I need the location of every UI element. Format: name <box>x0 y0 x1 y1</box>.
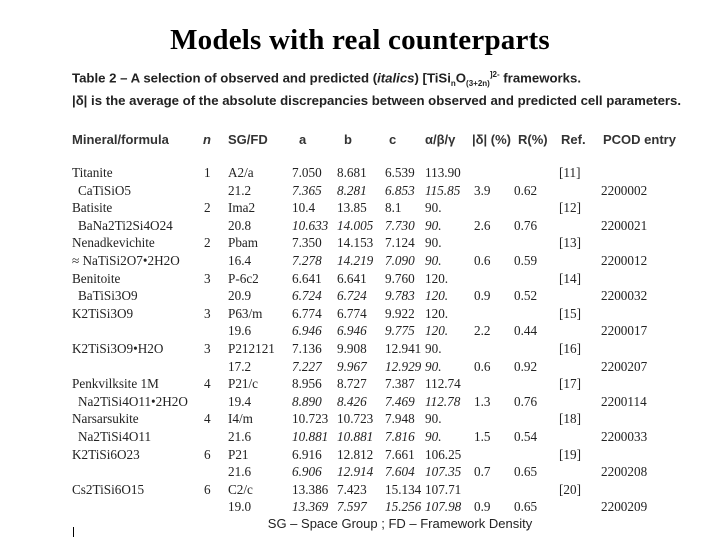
cell-delta: 2.6 <box>474 217 491 233</box>
cell-sg: 20.9 <box>228 288 252 304</box>
cell-n: 6 <box>204 446 211 462</box>
table-row <box>0 430 720 444</box>
caption-italic: italics <box>377 70 415 86</box>
cell-ref: [15] <box>559 305 581 321</box>
table-row <box>0 360 720 374</box>
cell-c: 9.775 <box>385 323 415 339</box>
caption-sup: ]2- <box>489 70 500 79</box>
header-b: b <box>344 132 352 147</box>
cell-mineral: Na2TiSi4O11 <box>78 429 152 444</box>
cell-angles: 107.35 <box>425 464 462 480</box>
header-a: a <box>299 132 307 147</box>
cell-angles: 106.25 <box>425 446 462 462</box>
cell-ref: [13] <box>559 235 581 251</box>
table-row <box>0 289 720 303</box>
cell-b: 8.281 <box>337 182 367 198</box>
cell-c: 6.539 <box>385 165 415 180</box>
caption-suffix: frameworks. <box>499 70 581 86</box>
cell-b: 9.967 <box>337 358 367 374</box>
caption-line-1 <box>72 66 692 92</box>
cell-c: 12.941 <box>385 341 422 356</box>
cell-b: 9.908 <box>337 341 367 356</box>
cell-a: 7.365 <box>292 182 322 198</box>
table-row <box>0 236 720 250</box>
table-row <box>0 377 720 391</box>
cell-sg: Pbam <box>228 235 259 251</box>
cell-mineral: ≈ NaTiSi2O7•2H2O <box>72 253 180 268</box>
cell-n: 2 <box>204 200 211 216</box>
cell-sg: I4/m <box>228 411 253 427</box>
cell-c: 7.604 <box>385 464 415 480</box>
cell-angles: 90. <box>425 235 442 251</box>
cell-a: 7.050 <box>292 165 322 180</box>
cell-mineral: CaTiSiO5 <box>78 182 132 198</box>
cell-c: 7.090 <box>385 253 415 268</box>
table-row <box>0 219 720 233</box>
header-delta: |δ| (%) <box>472 132 511 147</box>
header-c: c <box>389 132 397 147</box>
cell-c: 7.661 <box>385 446 415 462</box>
cell-n: 3 <box>204 305 211 321</box>
cell-sg: 20.8 <box>228 217 252 233</box>
cell-c: 15.256 <box>385 499 422 515</box>
cell-mineral: Narsarsukite <box>72 411 139 427</box>
cell-c: 15.134 <box>385 481 422 497</box>
cell-delta: 1.5 <box>474 429 491 444</box>
table-row <box>0 166 720 180</box>
cell-n: 2 <box>204 235 211 251</box>
cell-r: 0.76 <box>514 217 538 233</box>
cell-mineral: K2TiSi6O23 <box>72 446 140 462</box>
caption-line-2: |δ| is the average of the absolute discrepancies between observed and predicted cell parameters. <box>72 93 682 109</box>
cell-r: 0.76 <box>514 393 538 409</box>
cell-delta: 3.9 <box>474 182 491 198</box>
cell-c: 12.929 <box>385 358 422 374</box>
table-row <box>0 184 720 198</box>
caption-formula-o: O <box>455 70 467 86</box>
cell-mineral: Titanite <box>72 165 113 180</box>
cell-mineral: Na2TiSi4O11•2H2O <box>78 393 188 409</box>
cell-pcod: 2200032 <box>601 288 648 304</box>
cell-ref: [19] <box>559 446 581 462</box>
cell-ref: [17] <box>559 376 581 392</box>
cell-c: 9.760 <box>385 270 415 286</box>
cell-a: 13.369 <box>292 499 329 515</box>
table-row <box>0 307 720 321</box>
cell-angles: 90. <box>425 200 442 216</box>
cell-pcod: 2200208 <box>601 464 648 480</box>
cell-b: 8.727 <box>337 376 367 392</box>
cell-angles: 90. <box>425 253 442 268</box>
cell-b: 6.774 <box>337 305 367 321</box>
cell-sg: 19.0 <box>228 499 252 515</box>
cell-a: 6.916 <box>292 446 322 462</box>
cell-sg: 21.6 <box>228 464 252 480</box>
cell-r: 0.65 <box>514 499 538 515</box>
cell-a: 8.956 <box>292 376 322 392</box>
cell-b: 10.881 <box>337 429 374 444</box>
slide-title: Models with real counterparts <box>170 24 550 56</box>
cell-sg: Ima2 <box>228 200 256 216</box>
table-caption <box>72 66 692 109</box>
cell-mineral: Batisite <box>72 200 113 216</box>
cell-delta: 2.2 <box>474 323 491 339</box>
cell-n: 1 <box>204 165 211 180</box>
cell-b: 12.914 <box>337 464 374 480</box>
cell-pcod: 2200114 <box>601 393 647 409</box>
cell-angles: 115.85 <box>425 182 461 198</box>
cell-angles: 120. <box>425 288 449 304</box>
table-row <box>0 254 720 268</box>
cell-n: 4 <box>204 411 211 427</box>
header-r: R(%) <box>518 132 548 147</box>
cell-mineral: BaNa2Ti2Si4O24 <box>78 217 173 233</box>
cell-sg: P21/c <box>228 376 259 392</box>
cell-r: 0.44 <box>514 323 538 339</box>
table-row <box>0 201 720 215</box>
cell-ref: [20] <box>559 481 581 497</box>
cell-r: 0.65 <box>514 464 538 480</box>
cell-c: 9.783 <box>385 288 415 304</box>
header-angles: α/β/γ <box>425 132 456 147</box>
header-ref: Ref. <box>561 132 586 147</box>
table-row <box>0 412 720 426</box>
cell-angles: 120. <box>425 305 449 321</box>
cell-r: 0.92 <box>514 358 538 374</box>
table-header <box>0 132 720 150</box>
caption-formula: ) [TiSi <box>414 70 451 86</box>
cell-sg: C2/c <box>228 481 253 497</box>
cell-sg: 21.2 <box>228 182 252 198</box>
cell-pcod: 2200209 <box>601 499 648 515</box>
cell-a: 6.774 <box>292 305 322 321</box>
cell-pcod: 2200012 <box>601 253 648 268</box>
cell-angles: 107.71 <box>425 481 462 497</box>
cell-a: 6.641 <box>292 270 322 286</box>
cell-angles: 120. <box>425 323 449 339</box>
cell-c: 7.469 <box>385 393 415 409</box>
cell-b: 14.005 <box>337 217 374 233</box>
cell-b: 6.724 <box>337 288 367 304</box>
cell-sg: P-6c2 <box>228 270 259 286</box>
cell-mineral: Cs2TiSi6O15 <box>72 481 145 497</box>
cell-delta: 0.7 <box>474 464 491 480</box>
cell-delta: 0.6 <box>474 358 491 374</box>
cell-angles: 90. <box>425 358 442 374</box>
cell-mineral: K2TiSi3O9 <box>72 305 134 321</box>
cell-c: 7.816 <box>385 429 415 444</box>
cell-sg: P21 <box>228 446 249 462</box>
cell-b: 7.423 <box>337 481 367 497</box>
cell-pcod: 2200033 <box>601 429 648 444</box>
cell-delta: 0.9 <box>474 499 491 515</box>
table-row <box>0 324 720 338</box>
cell-n: 4 <box>204 376 211 392</box>
cell-n: 6 <box>204 481 211 497</box>
cell-angles: 107.98 <box>425 499 462 515</box>
cell-c: 7.387 <box>385 376 415 392</box>
cell-angles: 90. <box>425 341 442 356</box>
cell-c: 9.922 <box>385 305 415 321</box>
cell-c: 7.124 <box>385 235 415 251</box>
cell-b: 7.597 <box>337 499 367 515</box>
cell-angles: 112.74 <box>425 376 461 392</box>
cell-b: 14.153 <box>337 235 374 251</box>
cell-pcod: 2200002 <box>601 182 648 198</box>
cell-a: 13.386 <box>292 481 329 497</box>
cell-sg: 17.2 <box>228 358 252 374</box>
cell-angles: 90. <box>425 429 442 444</box>
cell-r: 0.59 <box>514 253 538 268</box>
caption-sub: (3+2n) <box>466 79 490 89</box>
cell-ref: [14] <box>559 270 581 286</box>
cell-angles: 120. <box>425 270 449 286</box>
margin-mark <box>73 527 74 537</box>
cell-mineral: Nenadkevichite <box>72 235 155 251</box>
cell-b: 8.426 <box>337 393 367 409</box>
cell-b: 13.85 <box>337 200 367 216</box>
cell-sg: P63/m <box>228 305 263 321</box>
cell-mineral: Benitoite <box>72 270 121 286</box>
cell-sg: 21.6 <box>228 429 252 444</box>
cell-pcod: 2200207 <box>601 358 648 374</box>
cell-ref: [12] <box>559 200 581 216</box>
cell-a: 7.278 <box>292 253 322 268</box>
cell-a: 6.906 <box>292 464 322 480</box>
cell-delta: 0.6 <box>474 253 491 268</box>
cell-sg: 19.4 <box>228 393 252 409</box>
cell-angles: 113.90 <box>425 165 461 180</box>
cell-pcod: 2200021 <box>601 217 648 233</box>
cell-a: 6.946 <box>292 323 322 339</box>
cell-delta: 1.3 <box>474 393 491 409</box>
cell-mineral: BaTiSi3O9 <box>78 288 138 304</box>
cell-c: 6.853 <box>385 182 415 198</box>
cell-b: 10.723 <box>337 411 374 427</box>
cell-b: 14.219 <box>337 253 374 268</box>
cell-b: 12.812 <box>337 446 374 462</box>
cell-angles: 90. <box>425 411 442 427</box>
table-row <box>0 465 720 479</box>
cell-mineral: Penkvilksite 1M <box>72 376 159 392</box>
cell-c: 7.948 <box>385 411 415 427</box>
cell-n: 3 <box>204 270 211 286</box>
cell-delta: 0.9 <box>474 288 491 304</box>
cell-ref: [11] <box>559 165 581 180</box>
cell-a: 7.227 <box>292 358 322 374</box>
caption-sub: n <box>450 79 456 89</box>
cell-b: 8.681 <box>337 165 367 180</box>
cell-ref: [18] <box>559 411 581 427</box>
cell-a: 6.724 <box>292 288 322 304</box>
cell-sg: A2/a <box>228 165 254 180</box>
table-row <box>0 395 720 409</box>
cell-a: 10.633 <box>292 217 329 233</box>
cell-r: 0.54 <box>514 429 538 444</box>
cell-mineral: K2TiSi3O9•H2O <box>72 341 164 356</box>
cell-a: 10.723 <box>292 411 329 427</box>
cell-sg: P212121 <box>228 341 275 356</box>
table-row <box>0 342 720 356</box>
cell-r: 0.52 <box>514 288 538 304</box>
table-row <box>0 448 720 462</box>
cell-b: 6.946 <box>337 323 367 339</box>
footnote: SG – Space Group ; FD – Framework Density <box>267 516 533 531</box>
cell-ref: [16] <box>559 341 581 356</box>
header-n: n <box>203 132 211 147</box>
cell-angles: 112.78 <box>425 393 461 409</box>
header-pcod: PCOD entry <box>603 132 676 147</box>
cell-c: 8.1 <box>385 200 402 216</box>
cell-sg: 16.4 <box>228 253 252 268</box>
header-sg: SG/FD <box>228 132 268 147</box>
cell-a: 7.350 <box>292 235 322 251</box>
cell-a: 8.890 <box>292 393 322 409</box>
table-row <box>0 272 720 286</box>
header-mineral: Mineral/formula <box>72 132 169 147</box>
cell-n: 3 <box>204 341 211 356</box>
table-row <box>0 483 720 497</box>
cell-a: 7.136 <box>292 341 322 356</box>
table-row <box>0 500 720 514</box>
cell-r: 0.62 <box>514 182 538 198</box>
cell-c: 7.730 <box>385 217 415 233</box>
cell-angles: 90. <box>425 217 442 233</box>
cell-a: 10.881 <box>292 429 329 444</box>
cell-pcod: 2200017 <box>601 323 648 339</box>
cell-a: 10.4 <box>292 200 316 216</box>
cell-sg: 19.6 <box>228 323 252 339</box>
cell-b: 6.641 <box>337 270 367 286</box>
caption-text: Table 2 – A selection of observed and predicted ( <box>72 70 378 86</box>
